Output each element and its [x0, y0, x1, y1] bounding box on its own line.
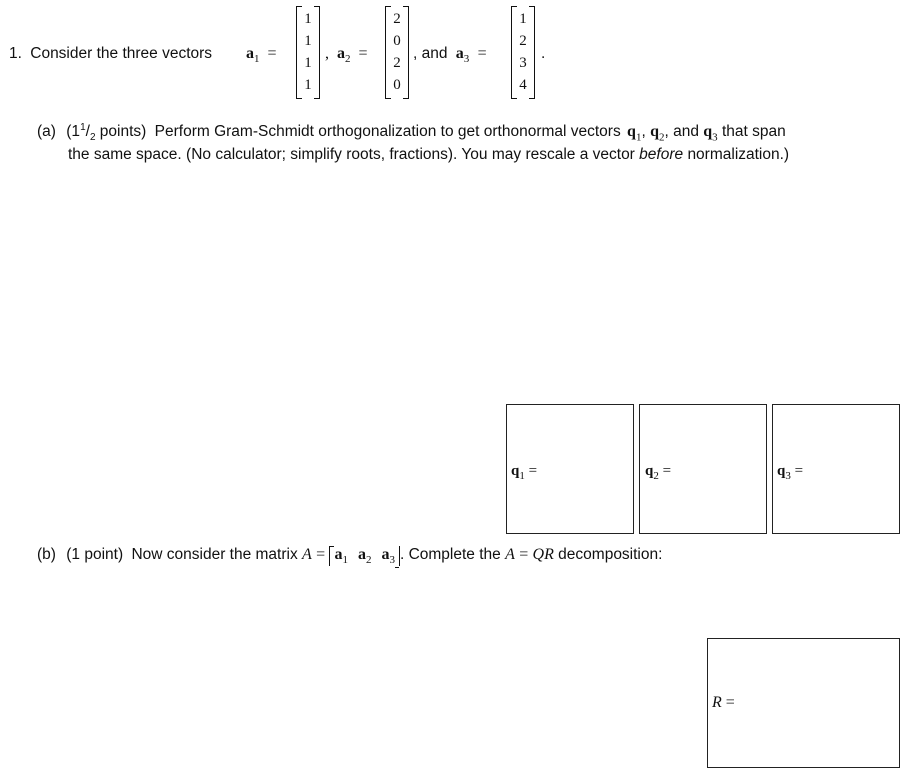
a3-label: , and $a_3$ = — [413, 45, 487, 66]
part-a-instructions: Perform Gram-Schmidt orthogonalization to get orthonormal vectors — [154, 123, 621, 141]
q1-answer-box[interactable] — [506, 404, 634, 534]
r-answer-box[interactable] — [707, 638, 900, 768]
q1-box-label: $q_1$ = — [511, 463, 538, 482]
problem-statement — [9, 45, 212, 63]
part-a-label: (a) — [37, 123, 56, 141]
part-b-line: (b) (1 point) Now consider the matrix A = $a_1$ $a_2$ $a_3$ . Complete the A = QR decomposition: — [37, 546, 663, 567]
part-a-line1: (a) ($1^1/_2$ points) Perform Gram-Schmidt orthogonalization to get orthonormal vectors $q_1$, $q_2$, and $q_3$ that span — [37, 122, 786, 144]
problem-intro: Consider the three vectors — [30, 45, 213, 62]
part-b-points: (1 point) — [66, 546, 124, 563]
a2-label: , $a_2$ = — [325, 45, 368, 66]
vector-a3: 1 2 3 4 — [511, 6, 535, 99]
matrix-A-columns: $a_1$ $a_2$ $a_3$ — [329, 546, 400, 566]
q3-box-label: $q_3$ = — [777, 463, 804, 482]
r-box-label: R = — [712, 694, 735, 711]
part-b-label: (b) — [37, 546, 56, 563]
q2-answer-box[interactable] — [639, 404, 767, 534]
a1-label: $a_1$ = — [246, 45, 277, 66]
problem-period: . — [541, 45, 546, 62]
problem-number: 1. — [9, 45, 22, 62]
part-a-points: ($1^1/_2$ points) — [66, 122, 147, 144]
part-a-line2: the same space. (No calculator; simplify roots, fractions). You may rescale a vector before normalization.) — [68, 146, 790, 163]
q3-answer-box[interactable] — [772, 404, 900, 534]
vector-a2: 2 0 2 0 — [385, 6, 409, 99]
vector-a1: 1 1 1 1 — [296, 6, 320, 99]
q2-box-label: $q_2$ = — [645, 463, 672, 482]
